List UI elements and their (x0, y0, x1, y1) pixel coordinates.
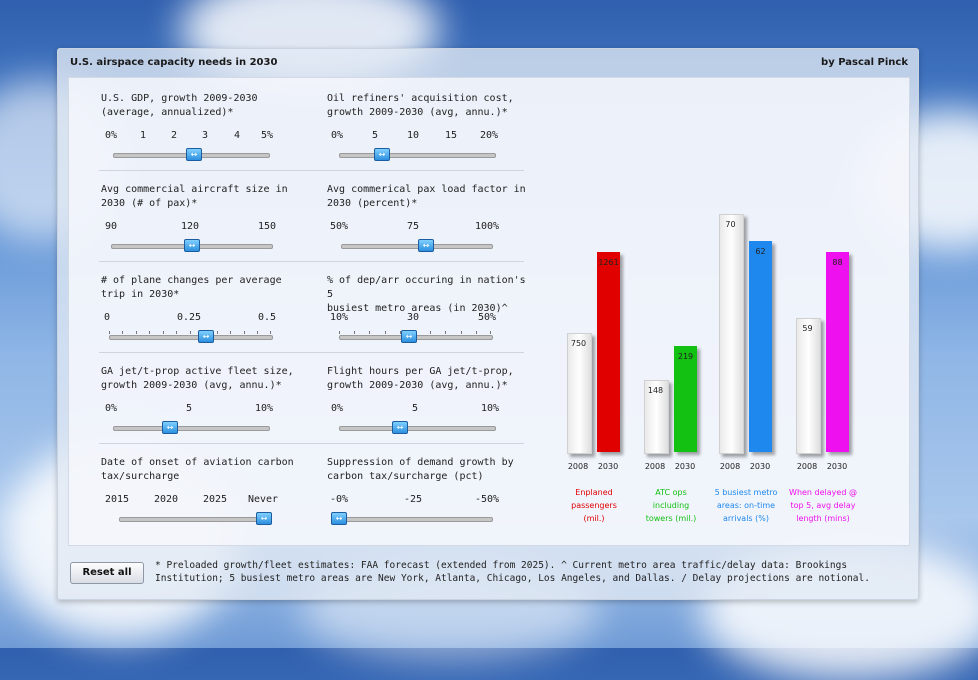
divider (99, 352, 524, 353)
tick-label: 0 (103, 312, 111, 323)
load-factor-ticks (327, 221, 537, 233)
capacity-bar-chart (559, 78, 899, 545)
tick-label: 2020 (153, 494, 179, 505)
tick-label: 20% (479, 130, 499, 141)
aircraft-size-control (101, 183, 301, 250)
carbon-date-slider-track[interactable] (119, 517, 271, 522)
oil-cost-control (327, 92, 527, 159)
carbon-date-ticks (101, 494, 311, 506)
load-factor-control (327, 183, 527, 250)
ga-fleet-label: GA jet/t-prop active fleet size, growth 2009-2030 (avg, annu.)* (101, 366, 294, 391)
oil-cost-ticks (327, 130, 537, 142)
divider (99, 261, 524, 262)
tick-label: 10% (480, 403, 500, 414)
tick-label: 3 (201, 130, 209, 141)
load-factor-label: Avg commerical pax load factor in 2030 (percent)* (327, 184, 526, 209)
tick-label: 75 (406, 221, 420, 232)
ga-hours-ticks (327, 403, 537, 415)
tick-label: 0% (330, 403, 344, 414)
tick-label: 2025 (202, 494, 228, 505)
bar-value-label: 148 (647, 386, 664, 395)
tick-label: -50% (474, 494, 500, 505)
year-label: 2030 (597, 462, 619, 471)
tick-label: 10 (406, 130, 420, 141)
tick-label: 0% (104, 130, 118, 141)
group-caption: 5 busiest metro areas: on-time arrivals (%) (714, 488, 778, 523)
tick-label: 5 (371, 130, 379, 141)
plane-changes-label: # of plane changes per average trip in 2030* (101, 275, 282, 300)
tick-label: 10% (254, 403, 274, 414)
tick-label: 30 (406, 312, 420, 323)
tick-label: 5 (185, 403, 193, 414)
tick-label: 15 (444, 130, 458, 141)
tick-label: 0.25 (176, 312, 202, 323)
tick-label: 0.5 (257, 312, 277, 323)
busiest-metro-control (327, 274, 527, 341)
group-caption: When delayed @ top 5, avg delay length (mins) (789, 488, 857, 523)
author-credit: by Pascal Pinck (821, 57, 908, 68)
tick-label: 50% (477, 312, 497, 323)
bar-2030 (826, 252, 849, 452)
tick-label: 4 (233, 130, 241, 141)
tick-label: -25 (403, 494, 423, 505)
bar-value-label: 62 (755, 247, 766, 256)
tick-label: 50% (329, 221, 349, 232)
tick-label: 0% (104, 403, 118, 414)
demand-suppression-label: Suppression of demand growth by carbon tax/surcharge (pct) (327, 457, 514, 482)
busiest-metro-ticks (327, 312, 537, 324)
content-area (68, 77, 910, 546)
demand-suppression-control (327, 456, 527, 523)
divider (99, 443, 524, 444)
year-label: 2008 (567, 462, 589, 471)
bar-2008 (796, 318, 821, 454)
plane-changes-slider-thumb[interactable]: ↔ (198, 330, 214, 343)
bar-2030 (749, 241, 772, 452)
group-caption: Enplaned passengers (mil.) (571, 488, 617, 523)
demand-suppression-slider-thumb[interactable]: ↔ (331, 512, 347, 525)
tick-label: 120 (180, 221, 200, 232)
year-label: 2008 (719, 462, 741, 471)
carbon-date-control (101, 456, 301, 523)
divider (99, 170, 524, 171)
plane-changes-ticks (101, 312, 311, 324)
gdp-growth-slider-thumb[interactable]: ↔ (186, 148, 202, 161)
footnote: * Preloaded growth/fleet estimates: FAA forecast (extended from 2025). ^ Current metro area traffic/delay data: Brookings Institution; 5 busiest metro areas are New York, Atlanta, Chicago, Los Angeles, and Dallas. / Delay projections are notional. (155, 560, 870, 584)
carbon-date-slider-thumb[interactable]: ↔ (256, 512, 272, 525)
bar-value-label: 1261 (598, 258, 619, 267)
ga-hours-slider-track[interactable] (339, 426, 496, 431)
tick-label: 150 (257, 221, 277, 232)
load-factor-slider-thumb[interactable]: ↔ (418, 239, 434, 252)
plane-changes-control (101, 274, 301, 341)
ga-fleet-slider-thumb[interactable]: ↔ (162, 421, 178, 434)
year-label: 2008 (644, 462, 666, 471)
busiest-metro-slider-thumb[interactable]: ↔ (401, 330, 417, 343)
group-caption: ATC ops including towers (mil.) (645, 488, 697, 523)
tick-label: 90 (104, 221, 118, 232)
main-panel (57, 48, 919, 600)
tick-label: 10% (329, 312, 349, 323)
gdp-growth-control (101, 92, 301, 159)
oil-cost-label: Oil refiners' acquisition cost, growth 2009-2030 (avg, annu.)* (327, 93, 514, 118)
tick-label: 5% (260, 130, 274, 141)
carbon-date-label: Date of onset of aviation carbon tax/surcharge (101, 457, 294, 482)
aircraft-size-label: Avg commercial aircraft size in 2030 (# of pax)* (101, 184, 288, 209)
ga-hours-control (327, 365, 527, 432)
bar-value-label: 59 (802, 324, 813, 333)
year-label: 2008 (796, 462, 818, 471)
tick-label: 100% (474, 221, 500, 232)
tick-label: -0% (329, 494, 349, 505)
bar-2008 (719, 214, 744, 454)
oil-cost-slider-thumb[interactable]: ↔ (374, 148, 390, 161)
gdp-growth-ticks (101, 130, 311, 142)
load-factor-slider-track[interactable] (341, 244, 493, 249)
tick-label: 0% (330, 130, 344, 141)
bar-value-label: 219 (677, 352, 694, 361)
gdp-growth-label: U.S. GDP, growth 2009-2030 (average, annualized)* (101, 93, 258, 118)
ga-hours-slider-thumb[interactable]: ↔ (392, 421, 408, 434)
tick-label: 2015 (104, 494, 130, 505)
bar-2030 (674, 346, 697, 452)
ga-hours-label: Flight hours per GA jet/t-prop, growth 2009-2030 (avg, annu.)* (327, 366, 514, 391)
bar-2008 (567, 333, 592, 454)
tick-label: Never (247, 494, 279, 505)
plane-changes-slider-track[interactable] (109, 335, 273, 340)
ga-fleet-slider-track[interactable] (113, 426, 270, 431)
tick-label: 2 (170, 130, 178, 141)
bar-value-label: 88 (832, 258, 843, 267)
demand-suppression-ticks (327, 494, 537, 506)
aircraft-size-ticks (101, 221, 311, 233)
tick-label: 5 (411, 403, 419, 414)
year-label: 2030 (674, 462, 696, 471)
bar-value-label: 70 (725, 220, 736, 229)
year-label: 2030 (826, 462, 848, 471)
bar-2030 (597, 252, 620, 452)
tick-label: 1 (139, 130, 147, 141)
demand-suppression-slider-track[interactable] (339, 517, 493, 522)
ga-fleet-control (101, 365, 301, 432)
oil-cost-slider-track[interactable] (339, 153, 496, 158)
reset-all-button[interactable]: Reset all (70, 562, 144, 584)
page-title: U.S. airspace capacity needs in 2030 (70, 57, 278, 68)
bar-value-label: 750 (570, 339, 587, 348)
aircraft-size-slider-thumb[interactable]: ↔ (184, 239, 200, 252)
busiest-metro-label: % of dep/arr occuring in nation's 5 busiest metro areas (in 2030)^ (327, 275, 526, 314)
year-label: 2030 (749, 462, 771, 471)
ga-fleet-ticks (101, 403, 311, 415)
